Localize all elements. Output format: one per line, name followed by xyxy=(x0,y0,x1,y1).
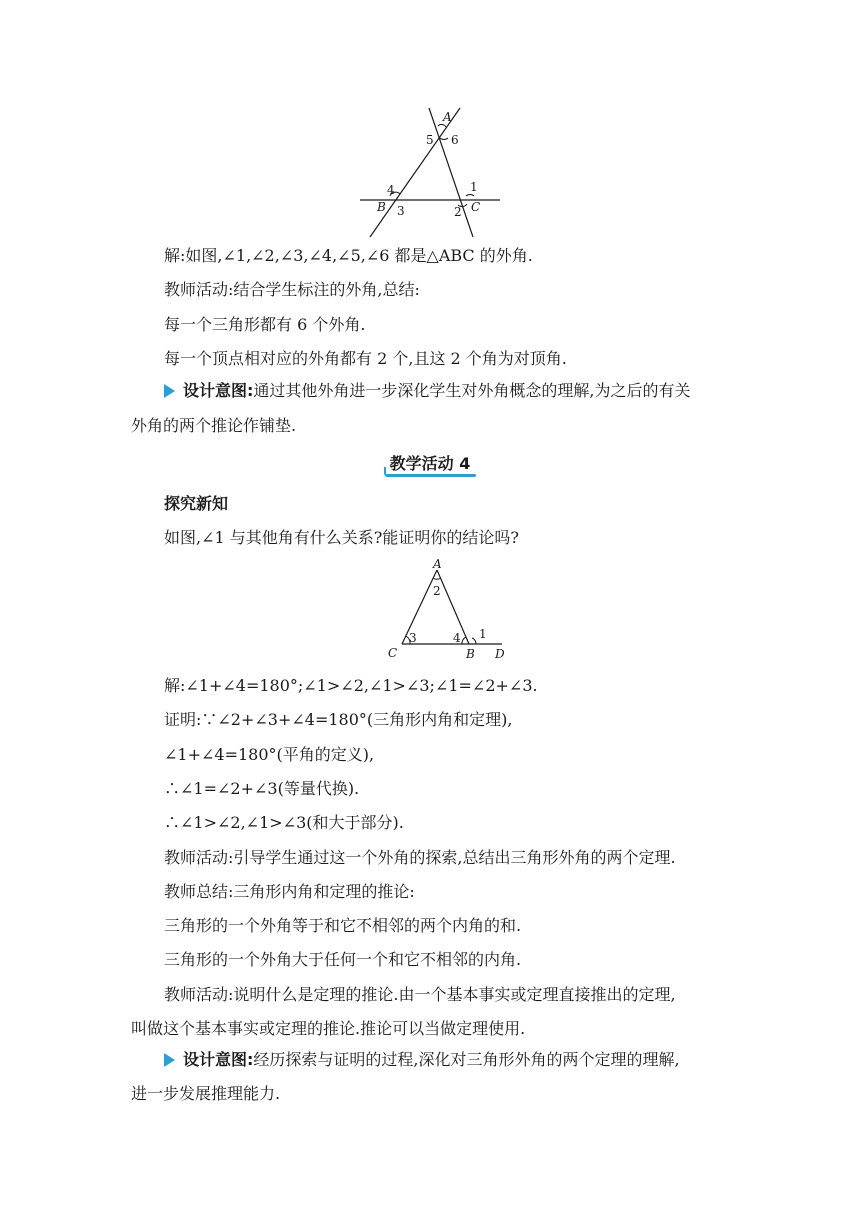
summary-line-2: 每一个顶点相对应的外角都有 2 个,且这 2 个角为对顶角. xyxy=(164,349,567,368)
solution-line-2: 解:∠1+∠4=180°;∠1>∠2,∠1>∠3;∠1=∠2+∠3. xyxy=(164,676,538,695)
label-B: B xyxy=(377,200,386,214)
teacher-activity-3: 教师活动:说明什么是定理的推论.由一个基本事实或定理直接推出的定理, xyxy=(164,985,676,1004)
design-intent-2 xyxy=(183,1048,680,1072)
label-5: 5 xyxy=(426,133,434,147)
teacher-activity-2: 教师活动:引导学生通过这一个外角的探索,总结出三角形外角的两个定理. xyxy=(164,848,676,867)
design-intent-label: 设计意图: xyxy=(183,1050,254,1069)
summary-line-1: 每一个三角形都有 6 个外角. xyxy=(164,315,366,334)
teacher-activity-3-cont: 叫做这个基本事实或定理的推论.推论可以当做定理使用. xyxy=(131,1019,526,1038)
design-intent-2-cont: 进一步发展推理能力. xyxy=(131,1084,281,1103)
solution-line-1: 解:如图,∠1,∠2,∠3,∠4,∠5,∠6 都是△ABC 的外角. xyxy=(164,246,533,265)
label-4: 4 xyxy=(453,631,461,645)
label-A: A xyxy=(433,557,442,571)
label-1: 1 xyxy=(479,627,487,641)
figure-triangle-exterior xyxy=(380,556,520,662)
corollary-2: 三角形的一个外角大于任何一个和它不相邻的内角. xyxy=(164,950,522,969)
label-2: 2 xyxy=(433,584,441,598)
design-intent-text: 通过其他外角进一步深化学生对外角概念的理解,为之后的有关 xyxy=(253,381,691,400)
label-C: C xyxy=(388,646,398,660)
label-2: 2 xyxy=(454,205,462,219)
label-1: 1 xyxy=(470,180,478,194)
corollary-1: 三角形的一个外角等于和它不相邻的两个内角的和. xyxy=(164,916,522,935)
design-intent-1 xyxy=(183,379,691,403)
subheading: 探究新知 xyxy=(164,494,229,513)
label-B: B xyxy=(466,647,475,661)
play-triangle-icon xyxy=(164,1053,175,1067)
teacher-activity-1: 教师活动:结合学生标注的外角,总结: xyxy=(164,280,420,299)
design-intent-text: 经历探索与证明的过程,深化对三角形外角的两个定理的理解, xyxy=(253,1050,680,1069)
design-intent-1-cont: 外角的两个推论作铺垫. xyxy=(131,416,297,435)
label-3: 3 xyxy=(409,631,417,645)
proof-line-3: ∴∠1=∠2+∠3(等量代换). xyxy=(164,779,360,798)
proof-line-4: ∴∠1>∠2,∠1>∠3(和大于部分). xyxy=(164,813,404,832)
label-A: A xyxy=(443,110,452,124)
section-heading xyxy=(384,449,476,479)
label-D: D xyxy=(495,647,505,661)
label-4: 4 xyxy=(387,183,395,197)
label-3: 3 xyxy=(397,204,405,218)
play-triangle-icon xyxy=(164,384,175,398)
section-heading-text: 教学活动 4 xyxy=(389,454,471,473)
figure-exterior-angles xyxy=(350,100,510,240)
heading-underline xyxy=(386,474,476,477)
teacher-summary: 教师总结:三角形内角和定理的推论: xyxy=(164,882,415,901)
proof-line-1: 证明:∵∠2+∠3+∠4=180°(三角形内角和定理), xyxy=(164,710,513,729)
design-intent-label: 设计意图: xyxy=(183,381,254,400)
proof-line-2: ∠1+∠4=180°(平角的定义), xyxy=(164,745,375,764)
label-6: 6 xyxy=(451,133,459,147)
label-C: C xyxy=(471,200,481,214)
question: 如图,∠1 与其他角有什么关系?能证明你的结论吗? xyxy=(164,528,519,547)
